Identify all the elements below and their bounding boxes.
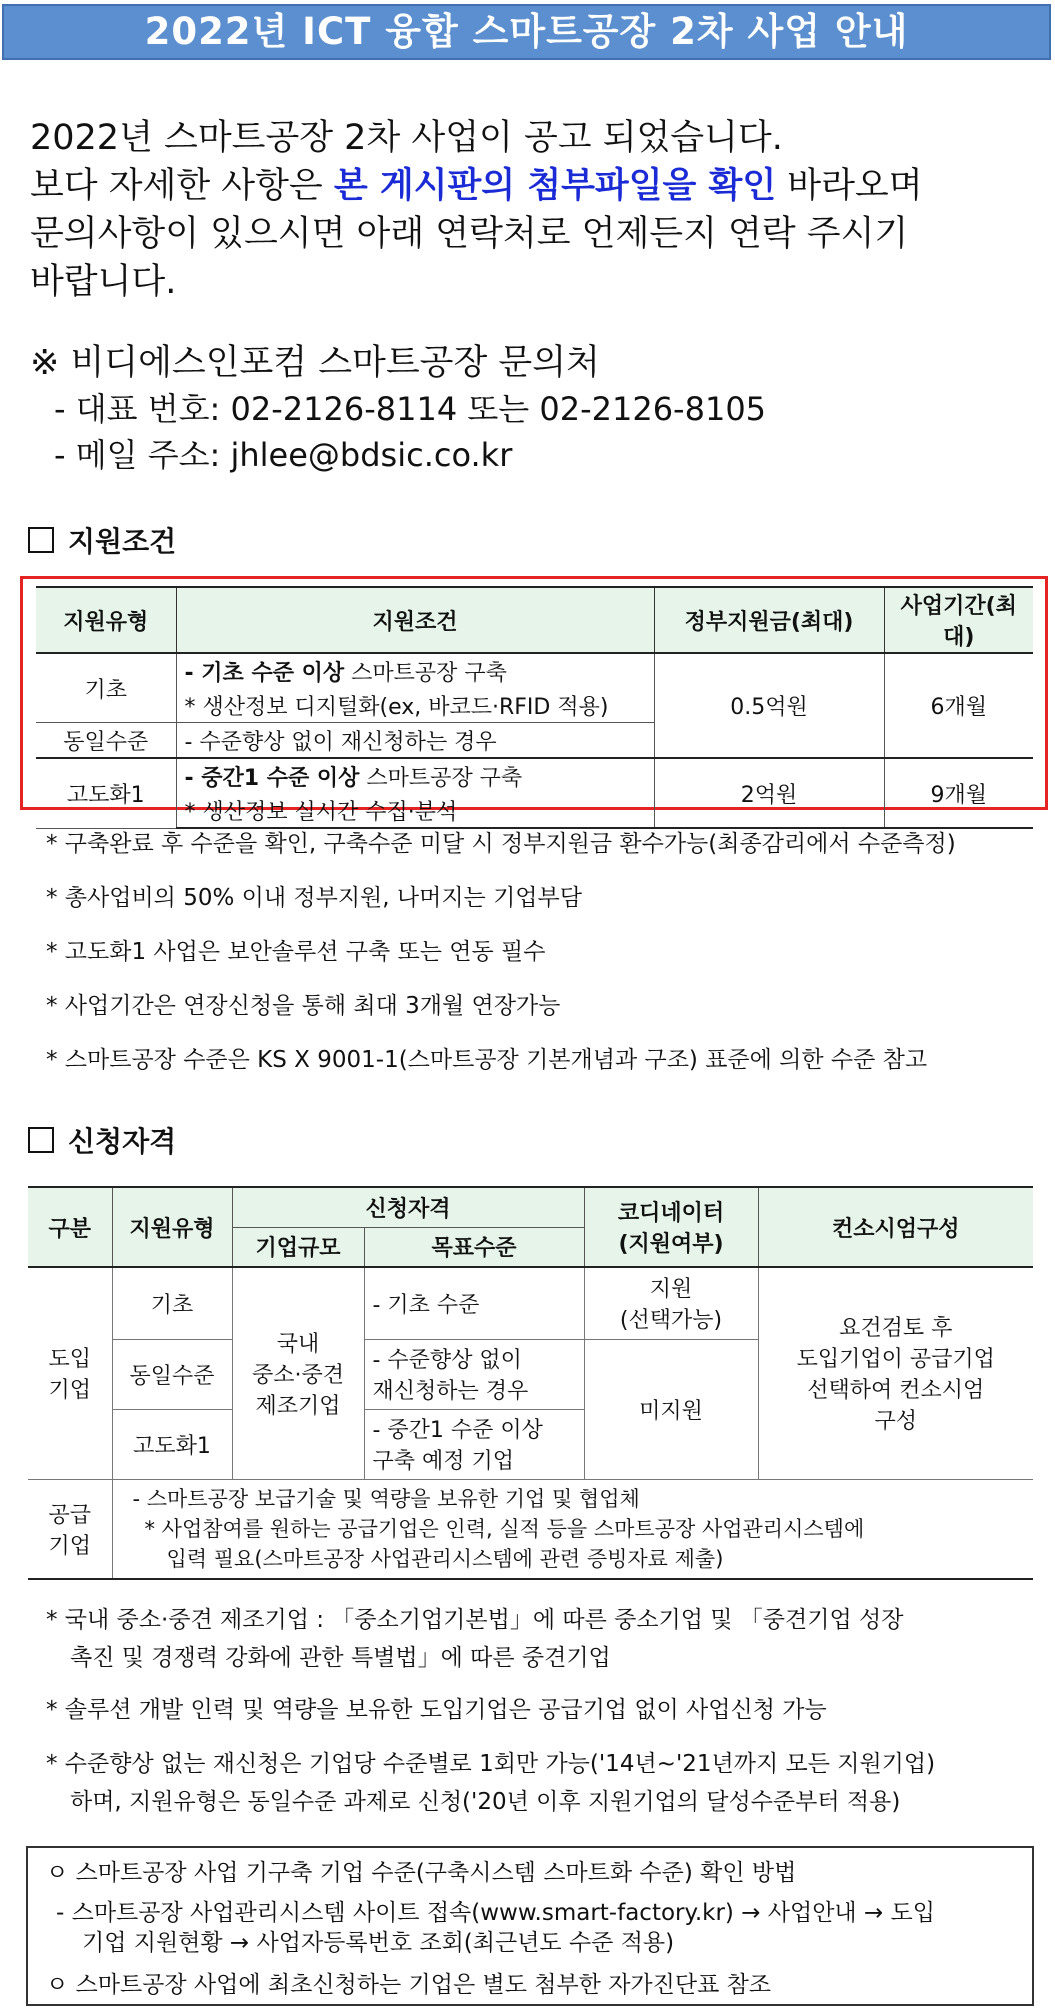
eligibility-note: * 솔루션 개발 인력 및 역량을 보유한 도입기업은 공급기업 없이 사업신청 가능 <box>46 1697 827 1723</box>
advanced-condition-1 <box>176 758 654 793</box>
bottom-line-3: 기업 지원현황 → 사업자등록번호 조회(최근년도 수준 적용) <box>82 1930 675 1956</box>
intro-line-3: 문의사항이 있으시면 아래 연락처로 언제든지 연락 주시기 <box>30 214 909 254</box>
support-note: * 스마트공장 수준은 KS X 9001-1(스마트공장 기본개념과 구조) 표준에 의한 수준 참고 <box>46 1047 928 1073</box>
supply-line-2: * 사업참여를 원하는 공급기업은 인력, 실적 등을 스마트공장 사업관리시스템에 <box>144 1516 865 1541</box>
support-note: * 고도화1 사업은 보안솔루션 구축 또는 연동 필수 <box>46 939 546 965</box>
checkbox-square-icon <box>28 527 54 553</box>
company-size: 국내 중소·중견 제조기업 <box>232 1267 364 1479</box>
intro-highlight: 본 게시판의 첨부파일을 확인 <box>333 166 777 206</box>
eligibility-note: * 국내 중소·중견 제조기업 : 「중소기업기본법」에 따른 중소기업 및 「중견기업 성장 <box>46 1607 904 1633</box>
header-support-condition: 지원조건 <box>176 587 654 653</box>
support-note: * 총사업비의 50% 이내 정부지원, 나머지는 기업부담 <box>46 885 582 911</box>
eligibility-notes <box>46 1606 935 1816</box>
section-title: 지원조건 <box>68 525 177 558</box>
consortium-description: 요건검토 후 도입기업이 공급기업 선택하여 컨소시엄 구성 <box>758 1267 1033 1479</box>
target-same-level: - 수준향상 없이 재신청하는 경우 <box>364 1339 584 1409</box>
type-advanced: 고도화1 <box>36 758 176 828</box>
header-qualification: 신청자격 <box>232 1187 584 1227</box>
section-eligibility <box>28 1120 176 1160</box>
basic-condition-2: * 생산정보 디지털화(ex, 바코드·RFID 적용) <box>176 688 654 723</box>
type-basic: 기초 <box>36 653 176 723</box>
header-coordinator: 코디네이터 (지원여부) <box>584 1187 758 1267</box>
bottom-line-2: - 스마트공장 사업관리시스템 사이트 접속(www.smart-factory.kr) → 사업안내 → 도입 <box>56 1900 935 1926</box>
header-period: 사업기간(최대) <box>884 587 1033 653</box>
basic-condition-1 <box>176 653 654 688</box>
type-same-level: 동일수준 <box>36 723 176 759</box>
header-company-size: 기업규모 <box>232 1227 364 1267</box>
header-support-type: 지원유형 <box>112 1187 232 1267</box>
advanced-funding: 2억원 <box>654 758 884 828</box>
bottom-line-4: ㅇ 스마트공장 사업에 최초신청하는 기업은 별도 첨부한 자가진단표 참조 <box>46 1972 772 1998</box>
target-basic: - 기초 수준 <box>364 1267 584 1339</box>
header-gov-funding: 정부지원금(최대) <box>654 587 884 653</box>
type-same-level: 동일수준 <box>112 1339 232 1409</box>
coordinator-not-supported: 미지원 <box>584 1339 758 1479</box>
supply-line-3: 입력 필요(스마트공장 사업관리시스템에 관련 증빙자료 제출) <box>166 1546 724 1571</box>
advanced-period: 9개월 <box>884 758 1033 828</box>
supply-line-1: - 스마트공장 보급기술 및 역량을 보유한 기업 및 협업체 <box>132 1486 640 1511</box>
intro-line-2-pre: 보다 자세한 사항은 <box>30 166 334 206</box>
basic-funding: 0.5억원 <box>654 653 884 758</box>
advanced-condition-2: * 생산정보 실시간 수집·분석 <box>176 793 654 828</box>
support-notes <box>46 830 956 1100</box>
intro-line-2 <box>30 162 923 210</box>
contact-email: - 메일 주소: jhlee@bdsic.co.kr <box>54 436 513 474</box>
type-basic: 기초 <box>112 1267 232 1339</box>
bottom-line-1: ㅇ 스마트공장 사업 기구축 기업 수준(구축시스템 스마트화 수준) 확인 방법 <box>46 1860 797 1886</box>
category-intro-company: 도입 기업 <box>28 1267 112 1479</box>
same-level-condition: - 수준향상 없이 재신청하는 경우 <box>176 723 654 759</box>
coordinator-supported: 지원 (선택가능) <box>584 1267 758 1339</box>
contact-phone: - 대표 번호: 02-2126-8114 또는 02-2126-8105 <box>54 390 767 428</box>
header-support-type: 지원유형 <box>36 587 176 653</box>
supply-company-description <box>112 1479 1033 1579</box>
eligibility-table <box>28 1186 1033 1580</box>
eligibility-note-cont: 하며, 지원유형은 동일수준 과제로 신청('20년 이후 지원기업의 달성수준부터 적용) <box>70 1789 901 1815</box>
contact-heading: ※ 비디에스인포컴 스마트공장 문의처 <box>30 343 600 383</box>
support-note: * 사업기간은 연장신청을 통해 최대 3개월 연장가능 <box>46 993 561 1019</box>
category-supply-company: 공급 기업 <box>28 1479 112 1579</box>
advanced-condition-rest: 스마트공장 구축 <box>359 765 523 791</box>
intro-text <box>30 114 923 306</box>
section-support-conditions <box>28 520 176 560</box>
eligibility-note: * 수준향상 없는 재신청은 기업당 수준별로 1회만 가능('14년~'21년까지 모든 지원기업) <box>46 1751 936 1777</box>
section-title: 신청자격 <box>68 1125 177 1158</box>
intro-line-1: 2022년 스마트공장 2차 사업이 공고 되었습니다. <box>30 118 783 158</box>
eligibility-note-cont: 촉진 및 경쟁력 강화에 관한 특별법」에 따른 중견기업 <box>70 1645 611 1671</box>
basic-condition-bold: - 기초 수준 이상 <box>184 660 345 686</box>
header-consortium: 컨소시엄구성 <box>758 1187 1033 1267</box>
checkbox-square-icon <box>28 1127 54 1153</box>
header-target-level: 목표수준 <box>364 1227 584 1267</box>
intro-line-4: 바랍니다. <box>30 262 177 302</box>
level-check-box <box>26 1846 1034 2006</box>
support-conditions-table <box>36 586 1033 829</box>
type-advanced: 고도화1 <box>112 1409 232 1479</box>
support-note: * 구축완료 후 수준을 확인, 구축수준 미달 시 정부지원금 환수가능(최종감리에서 수준측정) <box>46 831 956 857</box>
header-category: 구분 <box>28 1187 112 1267</box>
basic-condition-rest: 스마트공장 구축 <box>344 660 507 686</box>
page-banner: 2022년 ICT 융합 스마트공장 2차 사업 안내 <box>2 4 1051 60</box>
basic-period: 6개월 <box>884 653 1033 758</box>
target-advanced: - 중간1 수준 이상 구축 예정 기업 <box>364 1409 584 1479</box>
intro-line-2-post: 바라오며 <box>776 166 923 206</box>
advanced-condition-bold: - 중간1 수준 이상 <box>184 765 360 791</box>
contact-block <box>30 340 766 478</box>
